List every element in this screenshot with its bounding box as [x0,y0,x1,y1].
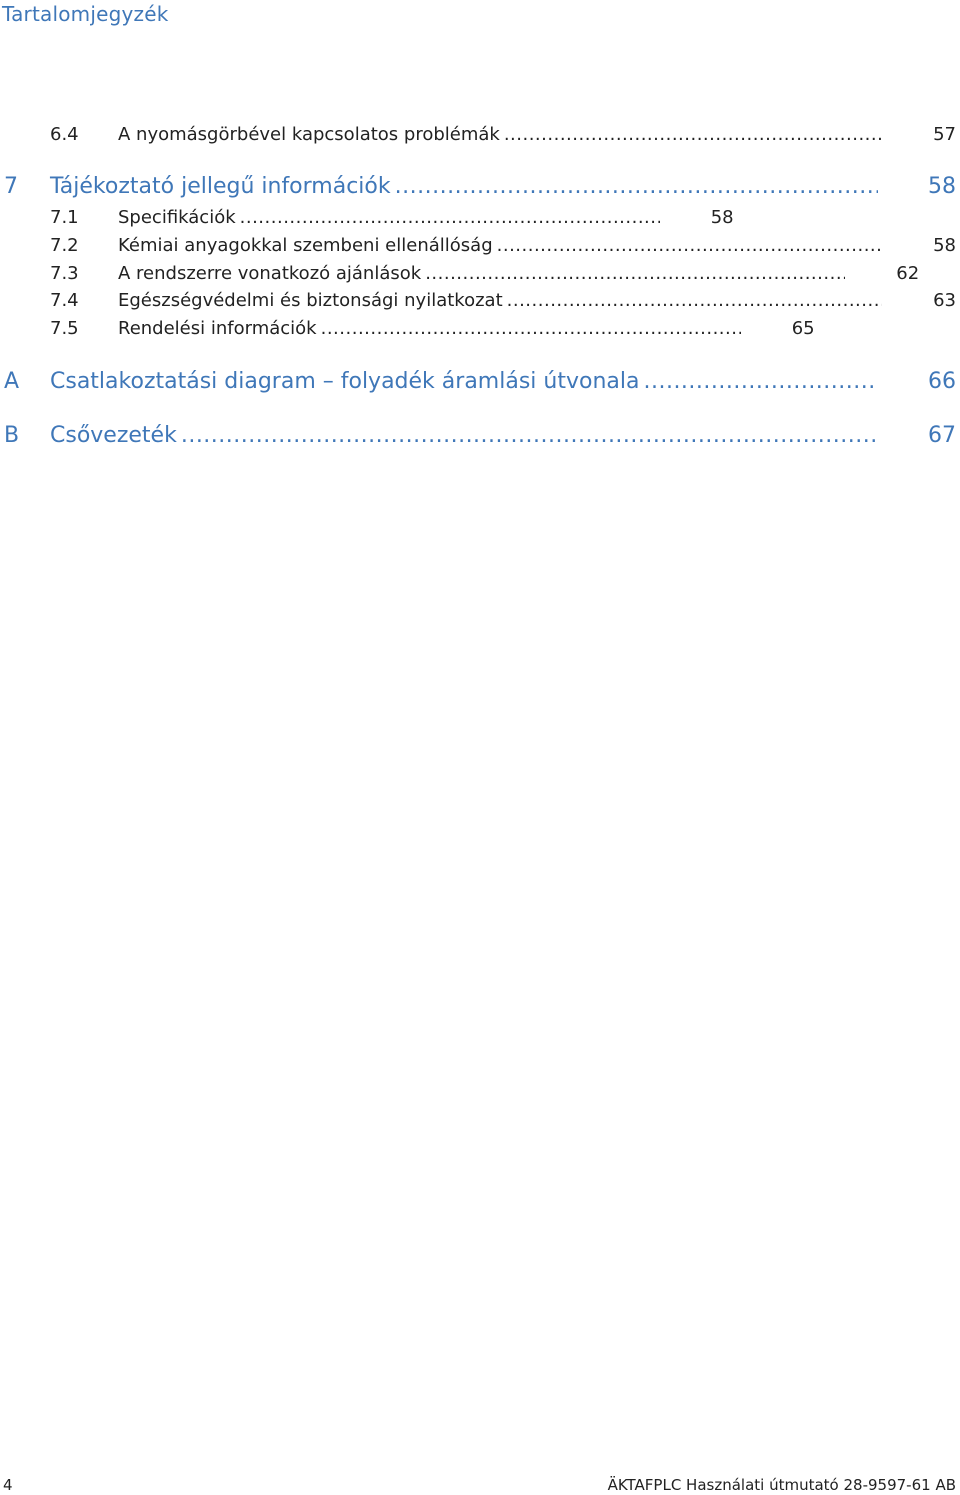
toc-entry-page: 66 [928,369,956,394]
toc-entry-page: 62 [896,263,920,284]
toc-entry-title: Tájékoztató jellegű információk [50,174,391,199]
footer-page-number: 4 [3,1476,13,1494]
toc-entry-number: 7.5 [50,318,79,339]
toc-entry-7-1[interactable] [0,207,960,228]
toc-entry-title: Egészségvédelmi és biztonsági nyilatkozat [118,290,503,311]
toc-entry-a[interactable] [0,369,960,394]
toc-entry-number: A [4,369,20,394]
toc-entry-title: Kémiai anyagokkal szembeni ellenállóság [118,235,493,256]
toc-entry-page: 58 [933,235,956,256]
toc-entry-title: Csővezeték [50,423,177,448]
toc-dot-leader [425,263,845,284]
toc-entry-number: 7.3 [50,263,79,284]
toc-entry-title: A nyomásgörbével kapcsolatos problémák [118,124,500,145]
toc-entry-7[interactable] [0,174,960,199]
toc-dot-leader [507,290,882,311]
toc-dot-leader [504,124,882,145]
footer-document-id: ÄKTAFPLC Használati útmutató 28-9597-61 AB [607,1476,956,1494]
toc-entry-number: 7.1 [50,207,79,228]
toc-entry-number: 6.4 [50,124,79,145]
toc-entry-title: Rendelési információk [118,318,317,339]
toc-entry-title: Specifikációk [118,207,236,228]
toc-entry-page: 63 [933,290,956,311]
toc-entry-number: B [4,423,20,448]
toc-dot-leader [395,174,878,199]
page-title: Tartalomjegyzék [2,2,169,26]
toc-entry-6-4[interactable] [0,124,960,145]
toc-entry-title: Csatlakoztatási diagram – folyadék áramlási útvonala [50,369,640,394]
toc-entry-7-2[interactable] [0,235,960,256]
toc-entry-7-4[interactable] [0,290,960,311]
toc-entry-number: 7.4 [50,290,79,311]
toc-dot-leader [240,207,660,228]
toc-entry-page: 57 [933,124,956,145]
toc-entry-title: A rendszerre vonatkozó ajánlások [118,263,422,284]
toc-entry-page: 67 [928,423,956,448]
toc-entry-b[interactable] [0,423,960,448]
toc-dot-leader [321,318,741,339]
toc-dot-leader [497,235,882,256]
toc-entry-number: 7 [4,174,18,199]
toc-dot-leader [181,423,878,448]
toc-entry-number: 7.2 [50,235,79,256]
toc-entry-page: 58 [928,174,956,199]
toc-entry-page: 65 [791,318,815,339]
toc-dot-leader [643,369,878,394]
toc-entry-7-5[interactable] [0,318,960,339]
toc-entry-page: 58 [710,207,734,228]
toc-entry-7-3[interactable] [0,263,960,284]
